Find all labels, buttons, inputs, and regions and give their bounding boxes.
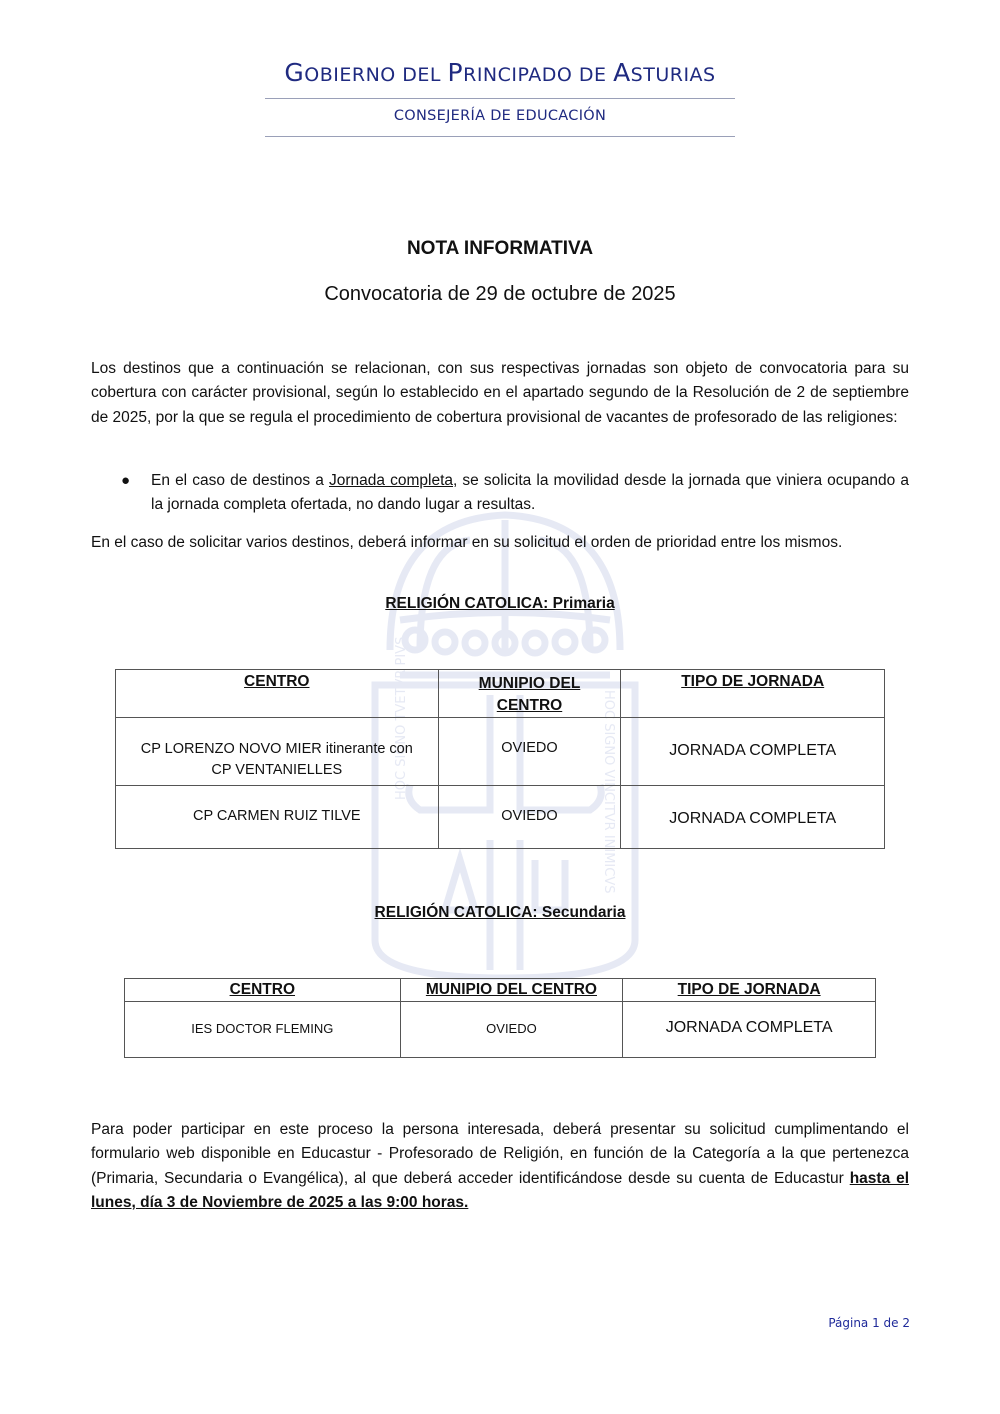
cell-centro: CP LORENZO NOVO MIER itinerante con CP VENTANIELLES bbox=[116, 718, 439, 786]
bullet-icon: ● bbox=[121, 472, 131, 489]
header-divider-bottom bbox=[265, 136, 735, 137]
bullet-text-underlined: Jornada completa bbox=[329, 472, 454, 489]
bullet-text bbox=[151, 469, 909, 518]
column-header-municipio: MUNIPIO DEL CENTRO bbox=[400, 979, 623, 1002]
cell-municipio: OVIEDO bbox=[438, 786, 621, 849]
watermark-motto-left: HOC SIGNO TVETVR PIVS bbox=[394, 636, 409, 800]
org-header-title bbox=[0, 58, 1000, 87]
department-name: CONSEJERÍA DE EDUCACIÓN bbox=[393, 108, 607, 124]
cell-municipio: OVIEDO bbox=[400, 1002, 623, 1058]
cell-jornada: JORNADA COMPLETA bbox=[621, 786, 885, 849]
table-row bbox=[116, 786, 885, 849]
bullet-text-after: , se solicita la movilidad desde la jornada que viniera ocupando a la jornada completa ofertada, no dando lugar a resultas. bbox=[151, 472, 909, 514]
document-subtitle: Convocatoria de 29 de octubre de 2025 bbox=[324, 283, 676, 305]
org-title-initial-1: G bbox=[284, 58, 305, 87]
column-header-centro: CENTRO bbox=[116, 670, 439, 718]
org-title-rest-3: STURIAS bbox=[630, 64, 716, 86]
org-title-initial-2: P bbox=[447, 58, 464, 87]
bullet-text-before: En el caso de destinos a bbox=[151, 472, 329, 489]
org-title-rest-1: OBIERNO DEL bbox=[304, 64, 448, 86]
column-header-centro: CENTRO bbox=[125, 979, 401, 1002]
secundaria-table bbox=[124, 978, 876, 1058]
section-heading-primaria: RELIGIÓN CATOLICA: Primaria bbox=[385, 595, 615, 612]
closing-paragraph bbox=[91, 1118, 909, 1215]
column-header-jornada: TIPO DE JORNADA bbox=[621, 670, 885, 718]
section-heading-secundaria: RELIGIÓN CATOLICA: Secundaria bbox=[374, 904, 626, 921]
document-title: NOTA INFORMATIVA bbox=[406, 238, 594, 259]
table-row bbox=[116, 718, 885, 786]
column-header-municipio: MUNIPIO DEL CENTRO bbox=[438, 670, 621, 718]
intro-paragraph: Los destinos que a continuación se relacionan, con sus respectivas jornadas son objeto de convocatoria para su cobertura con carácter provisional, según lo establecido en el apartado segundo de la Resolución de 2 de septiembre de 2025, por la que se regula el procedimiento de cobertura provisional de vacantes de profesorado de las religiones: bbox=[91, 360, 909, 426]
deadline-text: hasta el lunes, día 3 de Noviembre de 2025 a las 9:00 horas. bbox=[91, 1169, 909, 1211]
cell-jornada: JORNADA COMPLETA bbox=[621, 718, 885, 786]
column-header-jornada: TIPO DE JORNADA bbox=[623, 979, 876, 1002]
closing-text: Para poder participar en este proceso la persona interesada, deberá presentar su solicitud cumplimentando el formulario web disponible en Educastur - Profesorado de Religión, en función de la Categoría a la que pertenezca (Primaria, Secundaria o Evangélica), al que deberá acceder identificándose desde su cuenta de Educastur bbox=[91, 1121, 909, 1187]
table-row bbox=[125, 1002, 876, 1058]
org-title-initial-3: A bbox=[613, 58, 631, 87]
table-header-row bbox=[116, 670, 885, 718]
priority-note: En el caso de solicitar varios destinos, deberá informar en su solicitud el orden de prioridad entre los mismos. bbox=[91, 534, 843, 551]
cell-municipio: OVIEDO bbox=[438, 718, 621, 786]
table-header-row bbox=[125, 979, 876, 1002]
org-title-rest-2: RINCIPADO DE bbox=[463, 64, 614, 86]
page-number: Página 1 de 2 bbox=[828, 1316, 910, 1330]
cell-jornada: JORNADA COMPLETA bbox=[623, 1002, 876, 1058]
header-divider-top bbox=[265, 98, 735, 99]
cell-centro: IES DOCTOR FLEMING bbox=[125, 1002, 401, 1058]
primaria-table bbox=[115, 669, 885, 849]
cell-centro: CP CARMEN RUIZ TILVE bbox=[116, 786, 439, 849]
watermark-motto-right: HOC SIGNO VINCITVR INIMICVS bbox=[601, 690, 616, 894]
